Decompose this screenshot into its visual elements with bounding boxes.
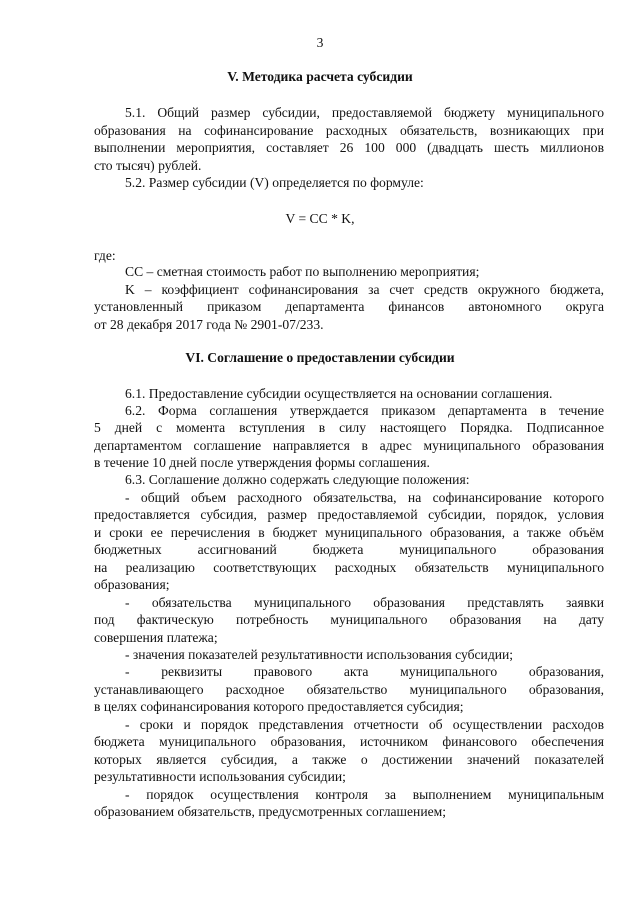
section-6-1: 6.1. Предоставление субсидии осуществляется на основании соглашения.: [125, 386, 553, 401]
section-6-2-line-4: в течение 10 дней после утверждения формы соглашения.: [94, 455, 430, 470]
section-5-1-line-3: выполнении мероприятия, составляет 26 100 000 (двадцать шесть миллионов: [94, 140, 604, 155]
bullet-1-line-3: и сроки ее перечисления в бюджет муниципального образования, а также объём: [94, 525, 604, 540]
section-6-2-line-2: 5 дней с момента вступления в силу настоящего Порядка. Подписанное: [94, 420, 604, 435]
section-6-2-line-3: департаментом соглашение направляется в адрес муниципального образования: [94, 438, 604, 453]
bullet-1-line-2: предоставляется субсидия, размер предоставляемой субсидии, порядок, условия: [94, 507, 604, 522]
bullet-5-line-2: бюджета муниципального образования, источником финансового обеспечения: [94, 734, 604, 749]
bullet-1-line-6: образования;: [94, 577, 170, 592]
cc-definition: CC – сметная стоимость работ по выполнению мероприятия;: [125, 264, 480, 279]
section-6-heading: VI. Соглашение о предоставлении субсидии: [185, 350, 455, 365]
section-5-heading: V. Методика расчета субсидии: [227, 69, 413, 84]
bullet-2-line-1: - обязательства муниципального образования представлять заявки: [125, 595, 604, 610]
bullet-4-line-2: устанавливающего расходное обязательство муниципального образования,: [94, 682, 604, 697]
section-5-2: 5.2. Размер субсидии (V) определяется по формуле:: [125, 175, 424, 190]
bullet-1-line-1: - общий объем расходного обязательства, на софинансирование которого: [125, 490, 604, 505]
bullet-6-line-2: образованием обязательств, предусмотренных соглашением;: [94, 804, 447, 819]
section-5-1-line-4: сто тысяч) рублей.: [94, 158, 202, 173]
bullet-5-line-4: результативности использования субсидии;: [94, 769, 346, 784]
where-label: где:: [94, 248, 116, 263]
k-definition-line-1: K – коэффициент софинансирования за счет средств окружного бюджета,: [125, 282, 604, 297]
bullet-1-line-5: на реализацию соответствующих расходных обязательств муниципального: [94, 560, 604, 575]
bullet-6-line-1: - порядок осуществления контроля за выполнением муниципальным: [125, 787, 604, 802]
bullet-5-line-3: которых является субсидия, а также о достижении значений показателей: [94, 752, 604, 767]
section-6-2-line-1: 6.2. Форма соглашения утверждается приказом департамента в течение: [125, 403, 604, 418]
section-5-1-line-1: 5.1. Общий размер субсидии, предоставляемой бюджету муниципального: [125, 105, 604, 120]
section-5-1-line-2: образования на софинансирование расходных обязательств, возникающих при: [94, 123, 604, 138]
page-number: 3: [316, 35, 324, 50]
k-definition-line-2: установленный приказом департамента финансов автономного округа: [94, 299, 604, 314]
bullet-4-line-3: в целях софинансирования которого предоставляется субсидия;: [94, 699, 464, 714]
bullet-2-line-3: совершения платежа;: [94, 630, 218, 645]
formula: V = CC * K,: [285, 211, 355, 226]
section-6-3: 6.3. Соглашение должно содержать следующие положения:: [125, 472, 470, 487]
bullet-2-line-2: под фактическую потребность муниципального образования на дату: [94, 612, 604, 627]
bullet-1-line-4: бюджетных ассигнований бюджета муниципального образования: [94, 542, 604, 557]
bullet-5-line-1: - сроки и порядок представления отчетности об осуществлении расходов: [125, 717, 604, 732]
bullet-3: - значения показателей результативности использования субсидии;: [125, 647, 514, 662]
bullet-4-line-1: - реквизиты правового акта муниципального образования,: [125, 664, 604, 679]
k-definition-line-3: от 28 декабря 2017 года № 2901-07/233.: [94, 317, 324, 332]
